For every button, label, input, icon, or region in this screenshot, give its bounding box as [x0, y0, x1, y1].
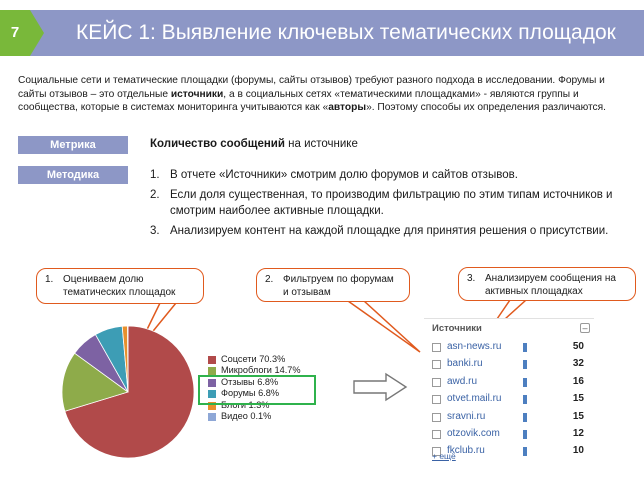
- intro-text-2: , а в социальных сетях «тематическими площадками» - являются группы и сообщества, которые в системах мониторинга учитываются как «: [18, 88, 579, 113]
- callout-text: Анализируем сообщения на активных площадках: [485, 273, 616, 297]
- source-name[interactable]: otvet.mail.ru: [447, 393, 502, 405]
- source-count: 12: [572, 428, 584, 439]
- source-count: 15: [572, 410, 584, 422]
- source-count: 15: [572, 393, 584, 405]
- source-row[interactable]: [432, 339, 592, 355]
- source-checkbox[interactable]: [432, 360, 441, 369]
- intro-text-1: Социальные сети и тематические площадки (форумы, сайты отзывов) требуют разного подхода в исследовании. Форумы и сайты отзывов – это отдельные: [18, 75, 605, 100]
- pie-svg: [58, 322, 198, 462]
- source-bar: [523, 378, 527, 387]
- step-text: В отчете «Источники» смотрим долю форумов и сайтов отзывов.: [170, 169, 518, 181]
- callout-text: Фильтруем по форумам и отзывам: [283, 274, 394, 298]
- legend-swatch: [208, 356, 216, 364]
- step-number: 1.: [150, 169, 160, 181]
- forums-reviews-highlight: [198, 375, 316, 405]
- source-name[interactable]: asn-news.ru: [447, 341, 502, 352]
- step-text: Если доля существенная, то производим фильтрацию по этим типам источников и смотрим наиболее активные площадки.: [170, 189, 613, 217]
- source-row[interactable]: [432, 443, 592, 459]
- source-name[interactable]: otzovik.com: [447, 428, 500, 439]
- callout-1: [36, 268, 204, 304]
- source-count: 50: [572, 341, 584, 352]
- sources-header: Источники: [432, 323, 482, 334]
- show-more-link[interactable]: + ещё: [432, 451, 456, 461]
- source-bar: [523, 430, 527, 439]
- source-checkbox[interactable]: [432, 413, 441, 422]
- source-name[interactable]: fkclub.ru: [447, 445, 485, 457]
- slide-title: КЕЙС 1: Выявление ключевых тематических площадок: [76, 21, 616, 44]
- intro-bold-sources: источники: [170, 88, 224, 100]
- legend-label: Соцсети 70.3%: [221, 354, 286, 364]
- metric-rest: на источнике: [284, 138, 358, 150]
- step-number: 2.: [150, 189, 160, 201]
- source-row[interactable]: [432, 426, 592, 442]
- legend-label: Блоги 1.3%: [221, 399, 270, 410]
- source-count: 16: [572, 375, 584, 387]
- callout-number: 3.: [467, 273, 476, 284]
- source-bar: [523, 395, 527, 404]
- callout-2: [256, 268, 410, 302]
- source-row[interactable]: [432, 356, 592, 372]
- source-checkbox[interactable]: [432, 378, 441, 387]
- step-number: 3.: [150, 225, 160, 237]
- callout-2-pointer: [348, 301, 420, 352]
- source-checkbox[interactable]: [432, 430, 441, 439]
- source-name[interactable]: sravni.ru: [447, 410, 486, 422]
- method-label: Методика: [18, 166, 128, 184]
- source-count: 32: [572, 358, 584, 370]
- source-bar: [523, 360, 527, 369]
- legend-item: [208, 411, 301, 422]
- source-checkbox[interactable]: [432, 343, 441, 352]
- step-text: Анализируем контент на каждой площадке для принятия решения о присутствии.: [170, 225, 609, 237]
- legend-swatch: [208, 413, 216, 421]
- source-bar: [523, 413, 527, 422]
- source-name[interactable]: banki.ru: [447, 358, 483, 370]
- callout-number: 2.: [265, 274, 274, 285]
- slide-number: 7: [0, 10, 30, 56]
- source-count: 10: [572, 445, 584, 457]
- source-row[interactable]: [432, 374, 592, 390]
- source-checkbox[interactable]: [432, 395, 441, 404]
- legend-label: Отзывы 6.8%: [221, 376, 279, 387]
- callout-text: Оцениваем долю тематических площадок: [63, 274, 176, 298]
- intro-bold-authors: авторы: [328, 102, 367, 113]
- callout-3: [458, 267, 636, 301]
- source-bar: [523, 343, 527, 352]
- source-bar: [523, 447, 527, 456]
- legend-label: Видео 0.1%: [221, 411, 272, 422]
- legend-label: Микроблоги 14.7%: [221, 365, 301, 376]
- legend-item: [208, 354, 301, 365]
- source-row[interactable]: [432, 391, 592, 407]
- source-row[interactable]: [432, 409, 592, 425]
- callout-number: 1.: [45, 274, 54, 285]
- intro-text-3: ». Поэтому способы их определения различаются.: [366, 102, 606, 113]
- arrow-right-icon: [352, 372, 408, 402]
- sources-panel: [424, 318, 594, 468]
- legend-label: Форумы 6.8%: [221, 388, 280, 399]
- pie-chart: [58, 322, 198, 467]
- source-name[interactable]: awd.ru: [447, 375, 478, 387]
- metric-bold: Количество сообщений: [150, 138, 285, 150]
- collapse-button[interactable]: –: [580, 323, 590, 333]
- metric-label: Метрика: [18, 136, 128, 154]
